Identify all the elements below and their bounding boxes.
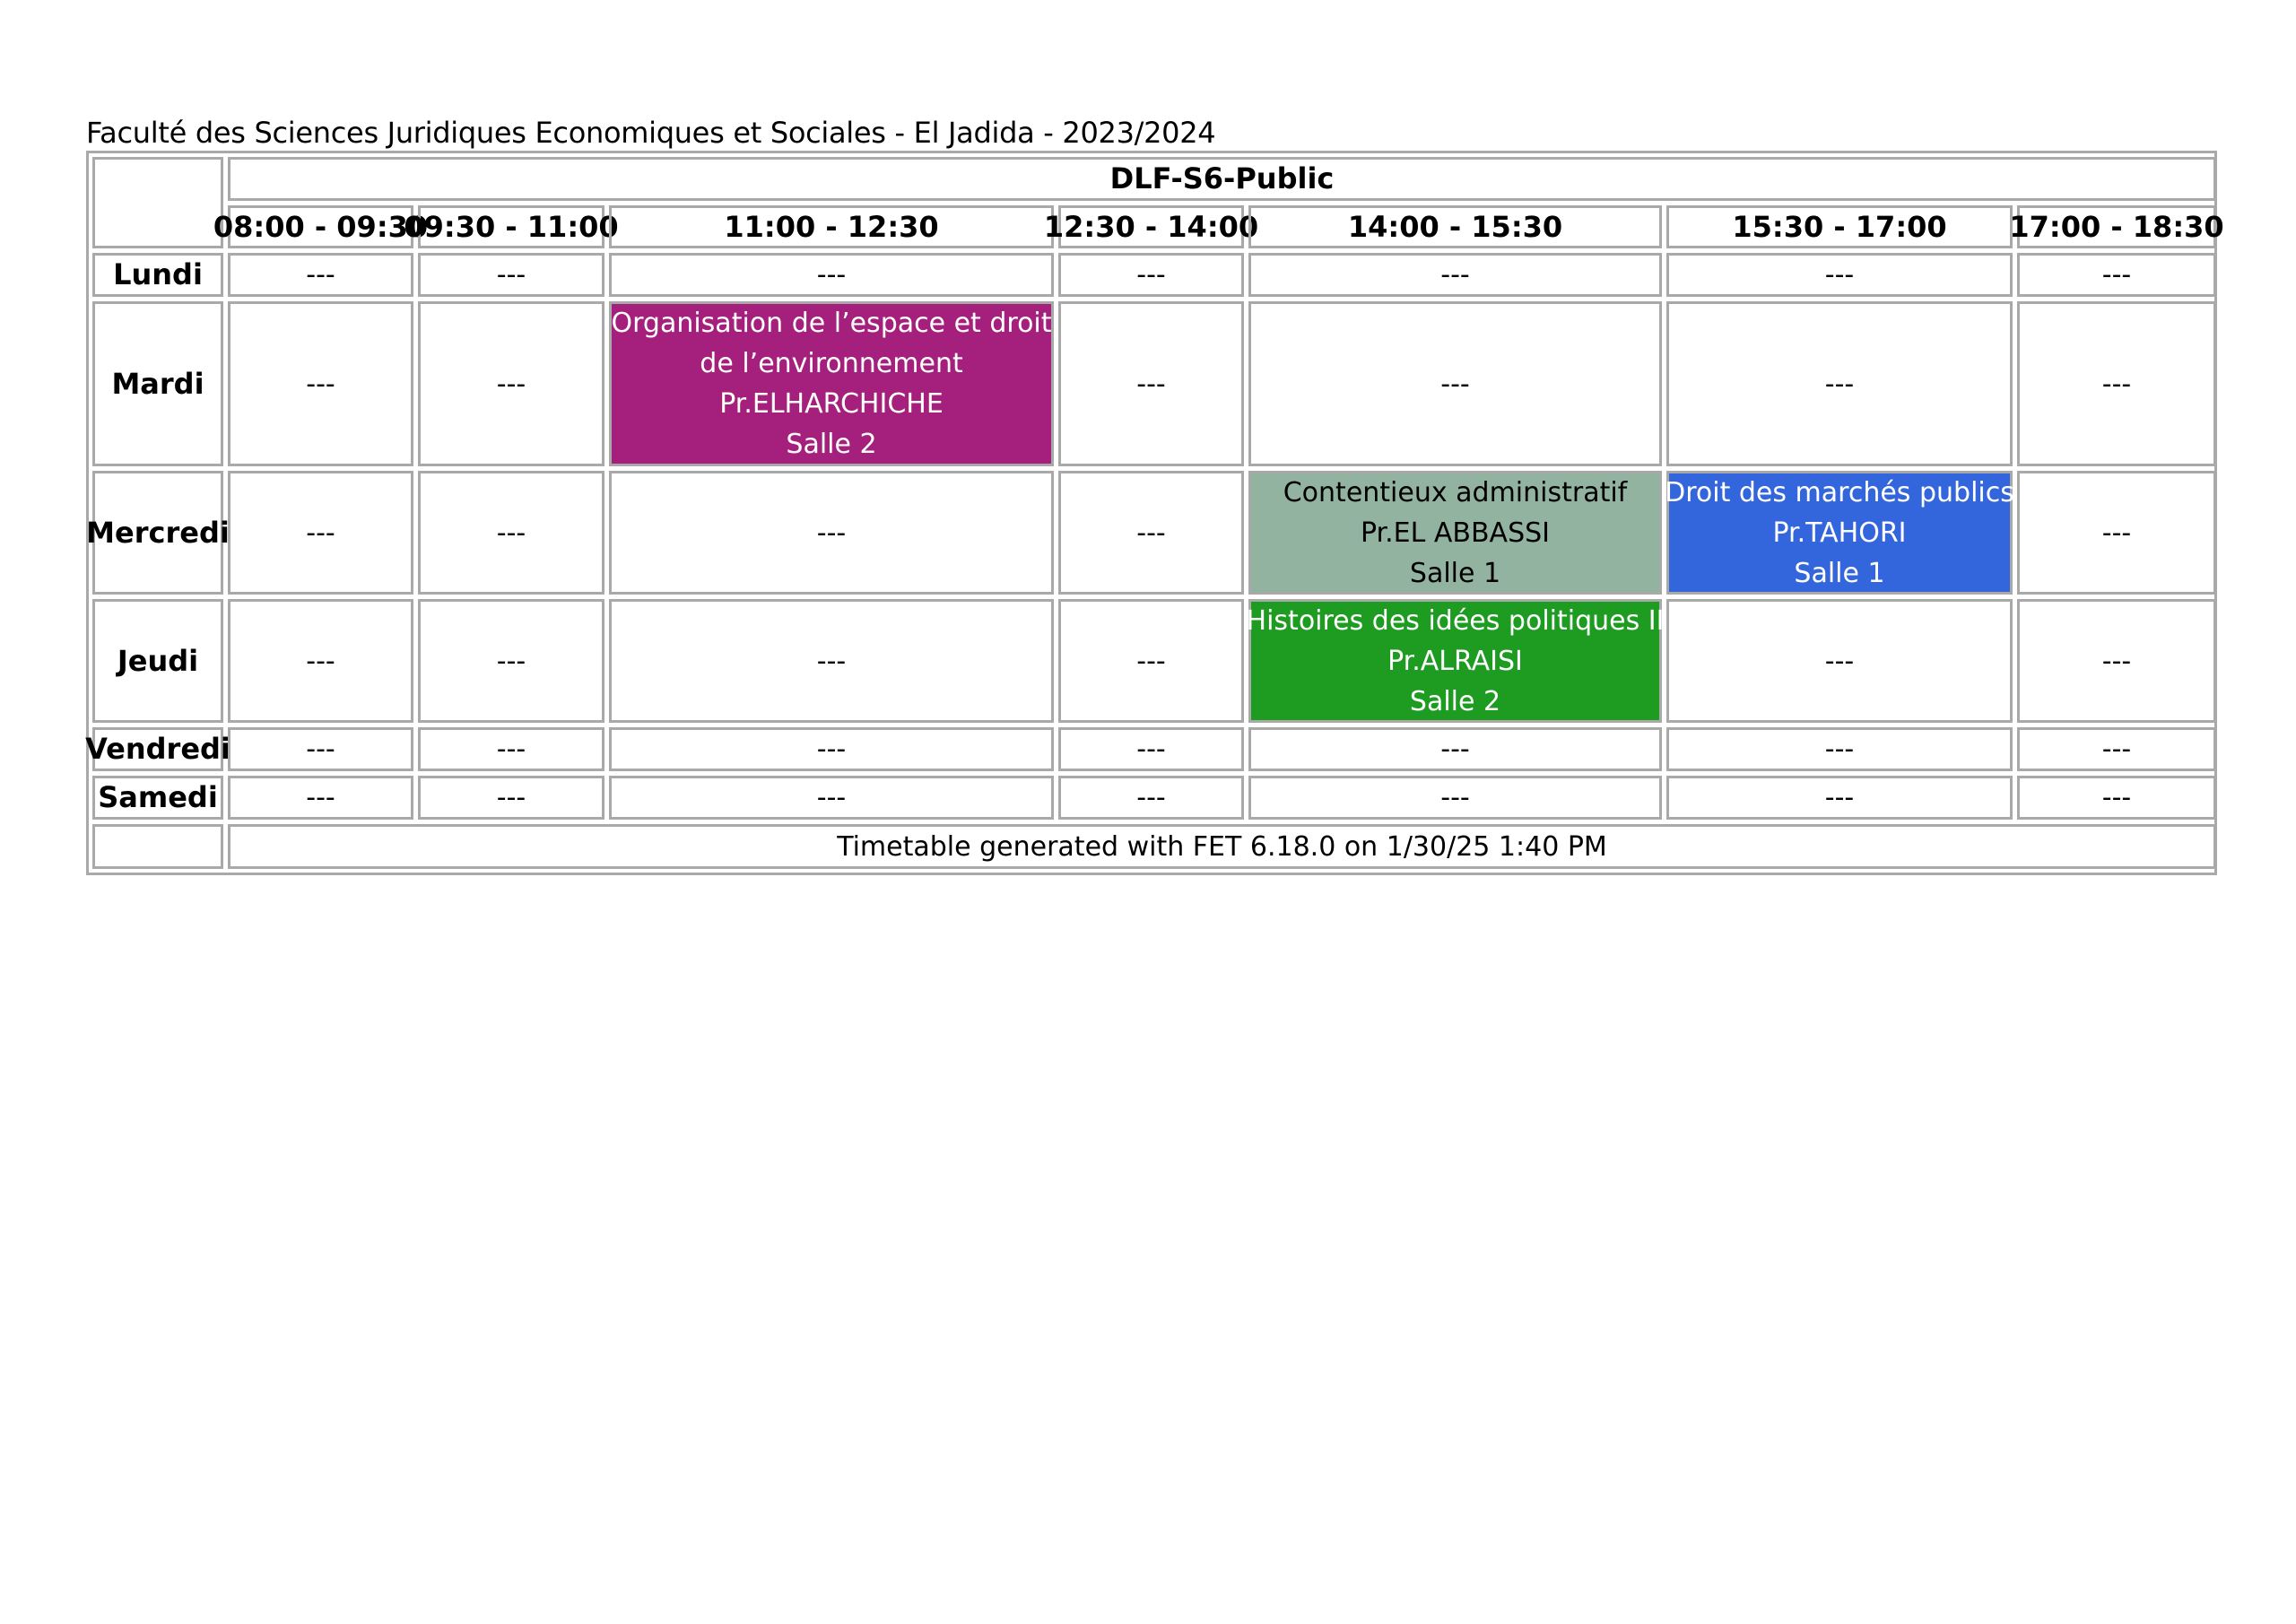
slot-mercredi-0930: --- [418,471,604,595]
slot-mardi-1230: --- [1058,301,1244,466]
slot-vendredi-1100: --- [609,727,1054,771]
slot-vendredi-0930: --- [418,727,604,771]
course-teacher: Pr.EL ABBASSI [1360,517,1551,549]
slot-jeudi-1230: --- [1058,599,1244,723]
course-mercredi-1400 [1248,471,1662,595]
slot-lundi-0800: --- [228,253,413,297]
slot-samedi-1230: --- [1058,776,1244,820]
course-mardi-1100 [609,301,1054,466]
course-title: Droit des marchés publics [1665,476,2014,508]
slot-samedi-1530: --- [1666,776,2013,820]
course-room: Salle 2 [1409,685,1501,717]
slot-samedi-0800: --- [228,776,413,820]
slot-jeudi-1530: --- [1666,599,2013,723]
time-header-1700: 17:00 - 18:30 [2017,205,2216,248]
slot-mardi-1400: --- [1248,301,1662,466]
course-room: Salle 2 [786,429,877,460]
slot-mercredi-1700: --- [2017,471,2216,595]
slot-vendredi-1400: --- [1248,727,1662,771]
slot-vendredi-0800: --- [228,727,413,771]
slot-lundi-1530: --- [1666,253,2013,297]
day-label-jeudi: Jeudi [92,599,223,723]
course-room: Salle 1 [1409,557,1501,589]
slot-jeudi-0930: --- [418,599,604,723]
slot-mardi-1700: --- [2017,301,2216,466]
course-title-cont: de l’environnement [700,348,963,379]
slot-mercredi-1230: --- [1058,471,1244,595]
course-teacher: Pr.ELHARCHICHE [719,388,944,420]
slot-jeudi-0800: --- [228,599,413,723]
slot-mardi-0930: --- [418,301,604,466]
page-header: Faculté des Sciences Juridiques Economiques et Sociales - El Jadida - 2023/2024 [86,116,1216,150]
time-header-1230: 12:30 - 14:00 [1058,205,1244,248]
course-title: Contentieux administratif [1283,476,1628,508]
slot-vendredi-1530: --- [1666,727,2013,771]
slot-samedi-1700: --- [2017,776,2216,820]
slot-vendredi-1700: --- [2017,727,2216,771]
day-label-samedi: Samedi [92,776,223,820]
slot-vendredi-1230: --- [1058,727,1244,771]
footer-cell [228,824,2216,869]
time-header-0800: 08:00 - 09:30 [228,205,413,248]
slot-lundi-1100: --- [609,253,1054,297]
footer-corner-cell [92,824,223,869]
group-header [228,157,2216,201]
course-teacher: Pr.ALRAISI [1387,645,1523,677]
course-jeudi-1400 [1246,599,1665,723]
day-label-mardi: Mardi [92,301,223,466]
group-name: DLF-S6-Public [1109,161,1335,195]
day-label-vendredi: Vendredi [92,727,223,771]
time-header-1530: 15:30 - 17:00 [1666,205,2013,248]
course-title: Organisation de l’espace et droit [611,308,1052,339]
slot-mercredi-0800: --- [228,471,413,595]
day-label-mercredi: Mercredi [92,471,223,595]
corner-cell [92,157,223,248]
time-header-0930: 09:30 - 11:00 [418,205,604,248]
course-title: Histoires des idées politiques II [1246,604,1665,637]
slot-jeudi-1700: --- [2017,599,2216,723]
time-header-1400: 14:00 - 15:30 [1248,205,1662,248]
slot-samedi-1100: --- [609,776,1054,820]
slot-lundi-1700: --- [2017,253,2216,297]
day-label-lundi: Lundi [92,253,223,297]
course-room: Salle 1 [1794,557,1885,589]
slot-mercredi-1100: --- [609,471,1054,595]
slot-jeudi-1100: --- [609,599,1054,723]
slot-lundi-0930: --- [418,253,604,297]
slot-mardi-1530: --- [1666,301,2013,466]
slot-samedi-0930: --- [418,776,604,820]
timetable [85,151,2224,875]
course-mercredi-1530 [1666,471,2013,595]
generator-note: Timetable generated with FET 6.18.0 on 1/30/25 1:40 PM [837,830,1607,863]
time-header-1100: 11:00 - 12:30 [609,205,1054,248]
slot-lundi-1230: --- [1058,253,1244,297]
slot-mardi-0800: --- [228,301,413,466]
slot-lundi-1400: --- [1248,253,1662,297]
course-teacher: Pr.TAHORI [1772,517,1907,549]
slot-samedi-1400: --- [1248,776,1662,820]
